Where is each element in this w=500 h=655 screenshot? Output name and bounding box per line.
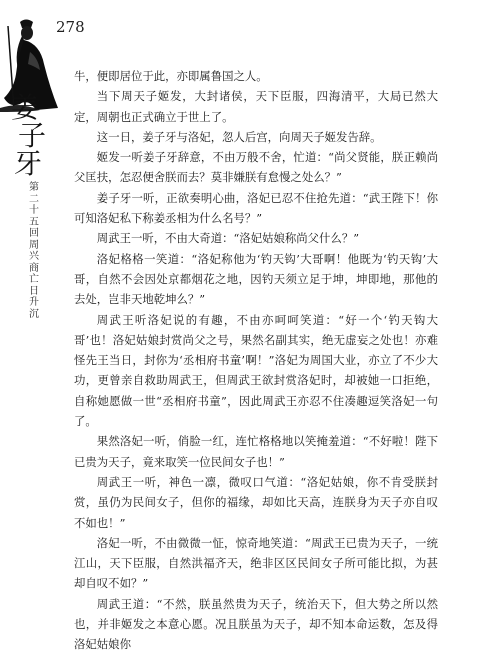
paragraph: 当下周天子姬发，大封诸侯，天下臣服，四海清平，大局已然大定，周朝也正式确立于世上了。 xyxy=(74,89,438,124)
paragraph: 洛妃一听，不由微微一怔，惊奇地笑道：“周武王已贵为天子，一统江山，天下臣服，自然洪福齐天，绝非区区民间女子所可能比拟，为甚却自叹不如？” xyxy=(74,535,438,591)
page-number: 278 xyxy=(56,18,85,36)
paragraph: 周武王道：“不然，朕虽然贵为天子，统治天下，但大势之所以然也，并非姬发之本意心愿。况且朕虽为天子，却不知本命运数，怎及得洛妃姑娘你 xyxy=(74,596,438,652)
paragraph: 牛，便即居位于此，亦即属鲁国之人。 xyxy=(74,69,268,83)
book-title-char: 牙 xyxy=(13,147,42,180)
book-title xyxy=(2,91,54,180)
paragraph: 姜子牙一听，正欲奏明心曲，洛妃已忍不住抢先道：“武王陛下！你可知洛妃私下称姜丞相为什么名号？” xyxy=(74,190,438,226)
paragraph: 洛妃格格一笑道：“洛妃称他为‘钓天钩’大哥啊！他既为‘钓天钩’大哥，自然不会因处京都烟花之地，因钓天须立足于坤，坤即地，那他的去处，岂非天地乾坤么？” xyxy=(74,251,438,307)
paragraph: 周武王一听，神色一凛，微叹口气道：“洛妃姑娘，你不肯受朕封赏，虽仍为民间女子，但你的福缘，却如比天高，连朕身为天子亦自叹不如也！” xyxy=(74,474,438,530)
book-title-char: 子 xyxy=(17,119,46,152)
paragraph: 姬发一听姜子牙辞意，不由万般不舍，忙道：“尚父贤能，朕正赖尚父匡扶，怎忍便舍朕而去？莫非嫌朕有怠慢之处么？” xyxy=(74,150,438,185)
paragraph: 周武王听洛妃说的有趣，不由亦呵呵笑道：“好一个‘钓天钩大哥’也！洛妃姑娘封赏尚父之号，果然名副其实，绝无虚妄之处也！亦难怪先王当日，封你为‘丞相府书童’啊！”洛妃为周国大业，亦立了不少大功，更曾亲自救助周武王，但周武王欲封赏洛妃时，却被她一口拒绝，自称她愿做一世“丞相府书童”，因此周武王亦忍不住凑趣逗笑洛妃一句了。 xyxy=(74,312,438,429)
chapter-title-vertical: 第二十五回 周兴商亡日升沉 xyxy=(29,182,49,320)
main-text xyxy=(74,66,438,655)
paragraph: 这一日，姜子牙与洛妃，忽人后宫，向周天子姬发告辞。 xyxy=(96,129,382,144)
paragraph: 周武王一听，不由大奇道：“洛妃姑娘称尚父什么？” xyxy=(96,231,360,246)
book-title-char: 姜 xyxy=(10,91,39,124)
paragraph: 果然洛妃一听，俏脸一红，连忙格格地以笑掩羞道：“不好啦！陛下已贵为天子，竟来取笑一位民间女子也！” xyxy=(74,434,438,469)
